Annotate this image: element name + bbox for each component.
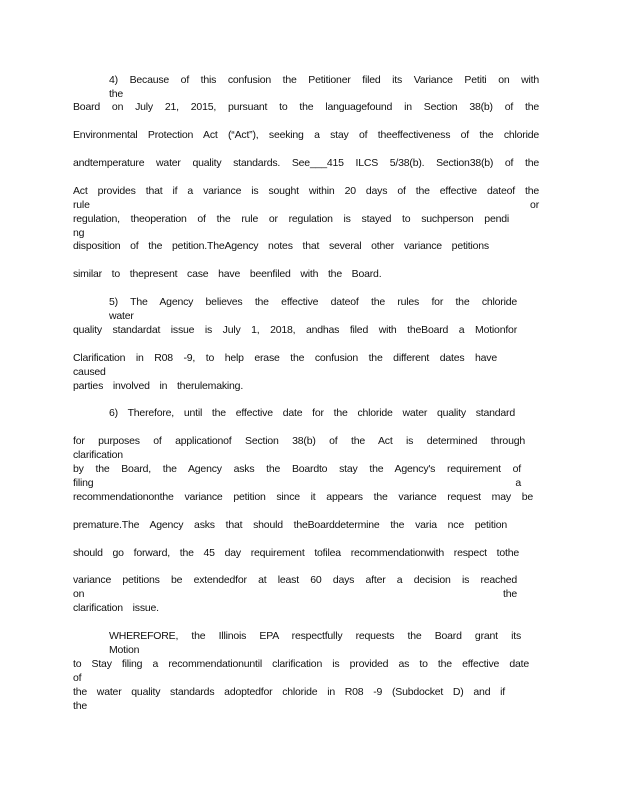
- paragraph-6-line-5: premature.The Agency asks that should theBoarddetermine the varia nce petition: [73, 519, 507, 531]
- paragraph-4-line-3: Environmental Protection Act (“Act”), seeking a stay of theeffectiveness of the chloride: [73, 129, 539, 141]
- paragraph-6-line-1: 6) Therefore, until the effective date for the chloride water quality standard: [109, 407, 515, 419]
- paragraph-6-line-3: by the Board, the Agency asks the Boardto stay the Agency's requirement of filing a: [73, 463, 521, 489]
- paragraph-4-line-7: disposition of the petition.TheAgency notes that several other variance petitions: [73, 240, 489, 252]
- paragraph-5-line-4: parties involved in therulemaking.: [73, 380, 244, 392]
- paragraph-6-line-8: clarification issue.: [73, 602, 159, 614]
- paragraph-4-line-5: Act provides that if a variance is sought within 20 days of the effective dateof the rule or: [73, 185, 539, 211]
- paragraph-6-line-4: recommendationonthe variance petition since it appears the variance request may be: [73, 491, 533, 503]
- paragraph-4-line-8: similar to thepresent case have beenfiled with the Board.: [73, 268, 382, 280]
- wherefore-line-1: WHEREFORE, the Illinois EPA respectfully requests the Board grant its Motion: [109, 630, 521, 656]
- paragraph-4-line-4: andtemperature water quality standards. See___415 ILCS 5/38(b). Section38(b) of the: [73, 157, 539, 169]
- paragraph-5-line-1: 5) The Agency believes the effective dateof the rules for the chloride water: [109, 296, 517, 322]
- wherefore-line-2: to Stay filing a recommendationuntil clarification is provided as to the effective date of: [73, 658, 529, 684]
- paragraph-4-line-1: 4) Because of this confusion the Petitioner filed its Variance Petiti on with the: [109, 74, 539, 100]
- paragraph-6-line-2: for purposes of applicationof Section 38(b) of the Act is determined through clarification: [73, 435, 525, 461]
- paragraph-5-line-3: Clarification in R08 -9, to help erase the confusion the different dates have caused: [73, 352, 497, 378]
- paragraph-4-line-6: regulation, theoperation of the rule or regulation is stayed to suchperson pendi ng: [73, 213, 509, 239]
- paragraph-5-line-2: quality standardat issue is July 1, 2018, andhas filed with theBoard a Motionfor: [73, 324, 517, 336]
- wherefore-line-3: the water quality standards adoptedfor chloride in R08 -9 (Subdocket D) and if the: [73, 686, 505, 712]
- paragraph-6-line-7: variance petitions be extendedfor at least 60 days after a decision is reached on the: [73, 574, 517, 600]
- paragraph-6-line-6: should go forward, the 45 day requirement tofilea recommendationwith respect tothe: [73, 547, 519, 559]
- paragraph-4-line-2: Board on July 21, 2015, pursuant to the languagefound in Section 38(b) of the: [73, 101, 539, 113]
